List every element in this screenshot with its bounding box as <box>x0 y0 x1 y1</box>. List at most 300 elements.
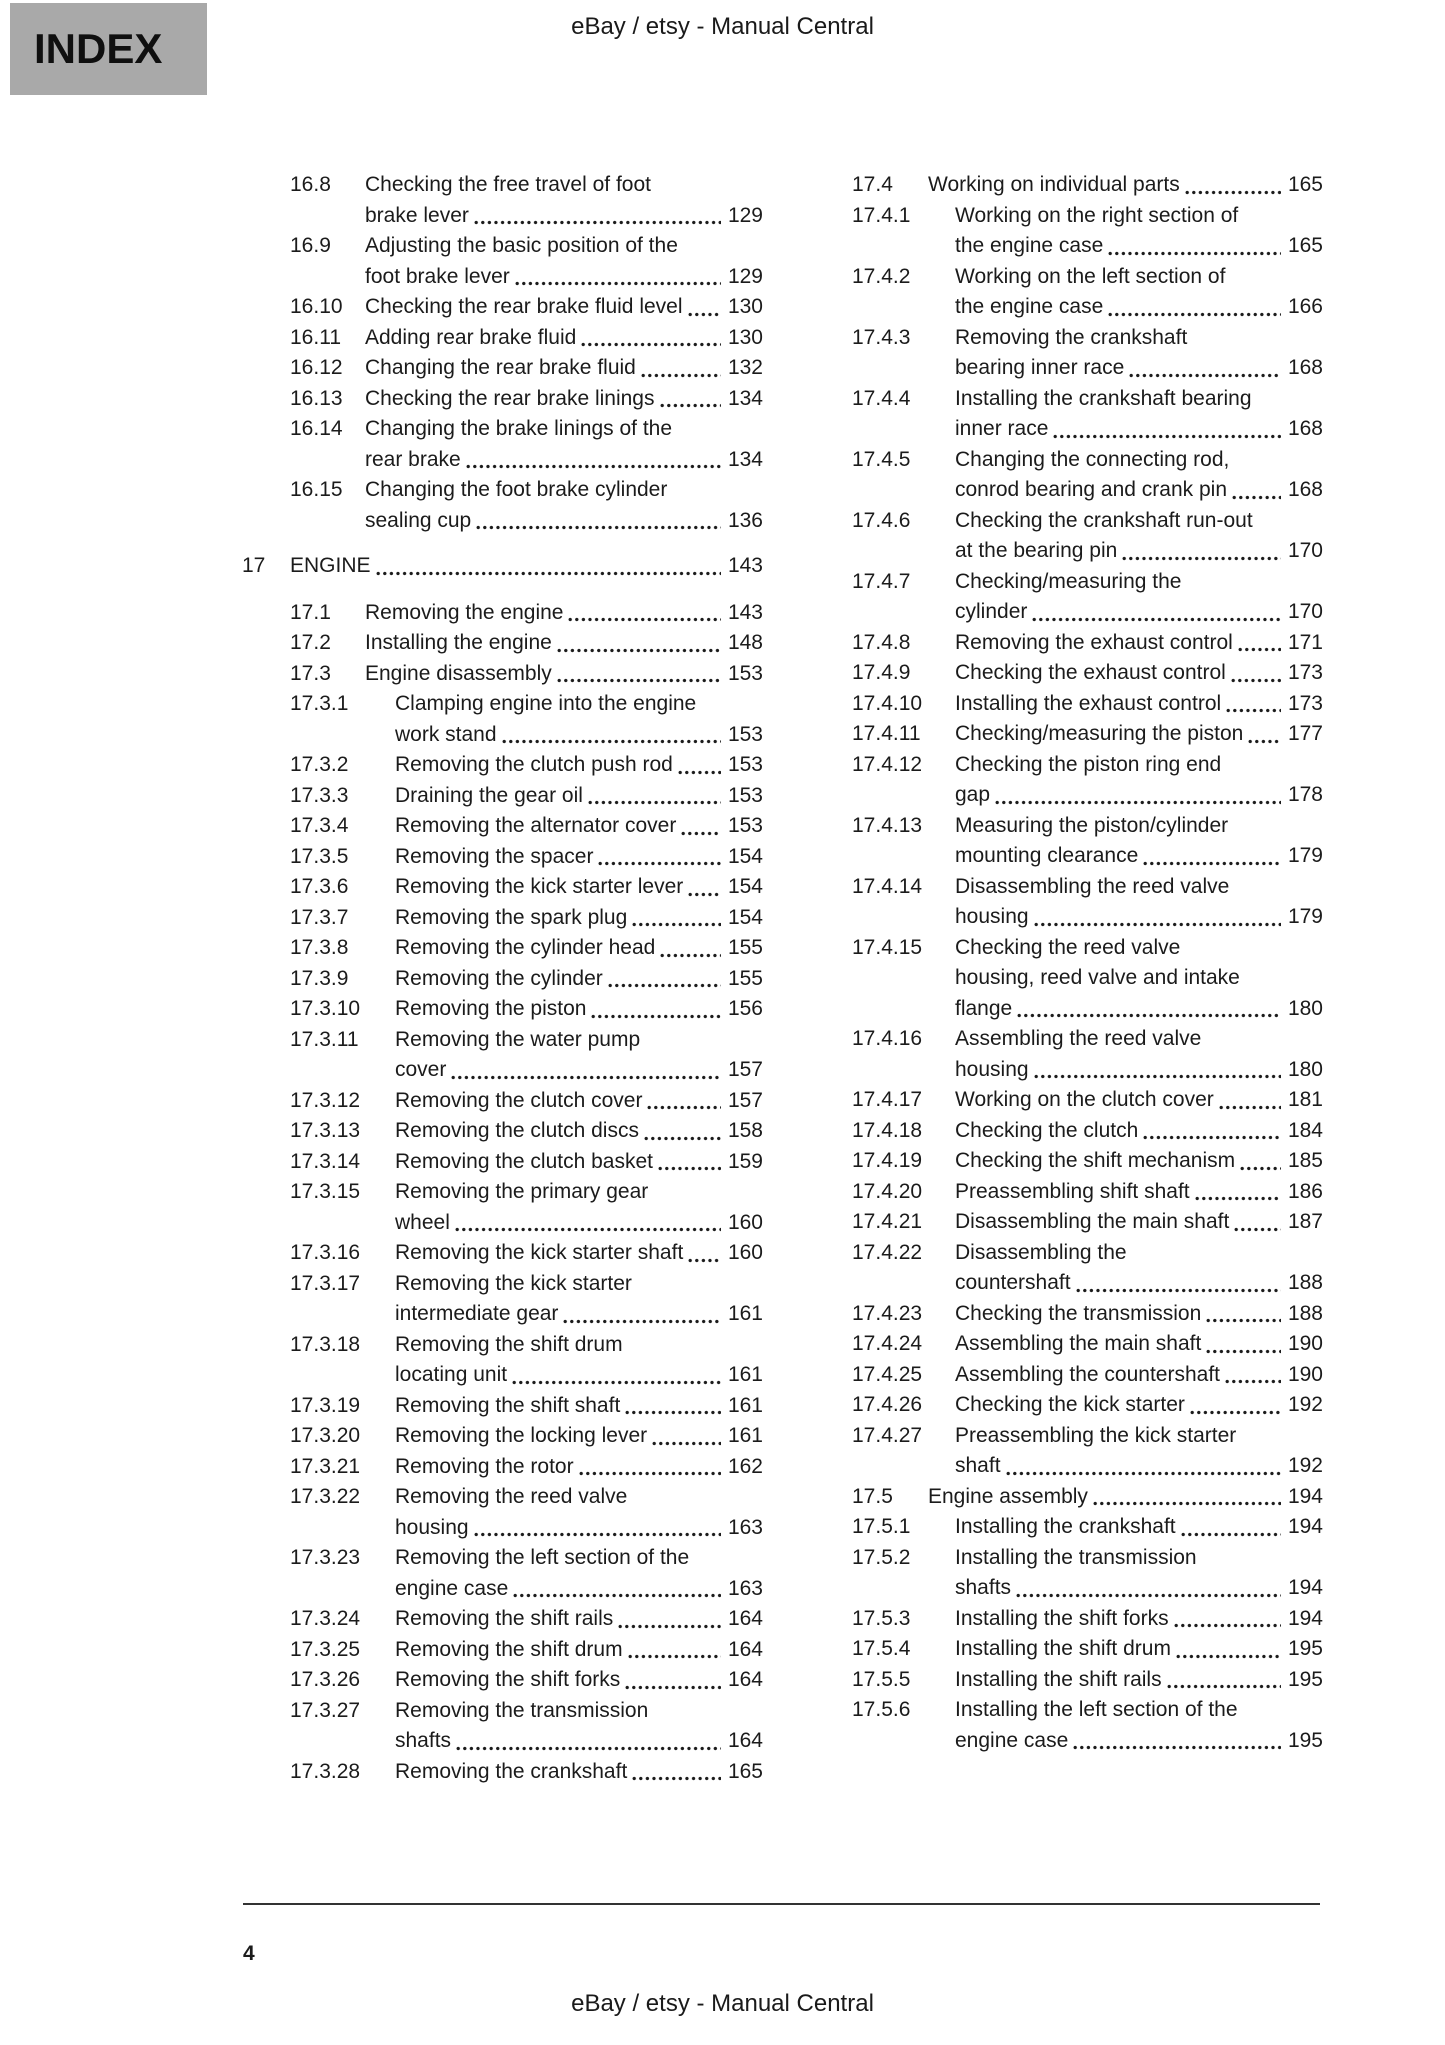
dot-leader <box>688 1258 721 1263</box>
toc-entry-title: conrod bearing and crank pin <box>955 478 1228 501</box>
toc-entry-title: Removing the rotor <box>395 1454 574 1478</box>
toc-entry-line <box>955 628 1323 659</box>
toc-entry-body <box>395 1543 763 1604</box>
toc-entry-body <box>365 231 763 292</box>
toc-entry-title: Installing the exhaust control <box>955 691 1222 715</box>
dot-leader <box>1225 1379 1281 1384</box>
toc-entry-line <box>955 1299 1323 1330</box>
toc-entry <box>290 1238 763 1269</box>
toc-entry-body <box>395 1665 763 1696</box>
dot-leader <box>632 1776 721 1781</box>
toc-entry-title: mounting clearance <box>955 844 1139 867</box>
dot-leader <box>515 281 721 286</box>
toc-entry-title: Removing the clutch push rod <box>395 753 673 776</box>
toc-entry-page: 163 <box>727 1515 763 1539</box>
toc-entry-number: 16.15 <box>290 478 343 501</box>
dot-leader <box>1073 1745 1281 1750</box>
toc-entry-line <box>395 1665 763 1696</box>
toc-entry-line <box>395 1635 763 1666</box>
toc-entry-number: 17.3.14 <box>290 1149 361 1173</box>
toc-entry-number: 17.4.5 <box>852 447 911 471</box>
toc-entry-title: the engine case <box>955 234 1104 257</box>
toc-entry-page: 155 <box>727 966 763 990</box>
dot-leader <box>466 464 721 469</box>
toc-entry-title: foot brake lever <box>365 264 510 288</box>
toc-entry-body <box>395 750 763 781</box>
toc-entry-title: sealing cup <box>365 508 472 532</box>
toc-entry-body <box>955 628 1323 659</box>
toc-entry-line <box>395 1238 763 1269</box>
toc-entry-body <box>955 1177 1323 1208</box>
toc-entry-body <box>955 933 1323 1025</box>
toc-entry-title: Checking the kick starter <box>955 1393 1185 1416</box>
dot-leader <box>632 922 721 927</box>
toc-entry-page: 187 <box>1287 1210 1323 1233</box>
toc-entry-body <box>395 994 763 1025</box>
toc-right-column <box>852 170 1323 1756</box>
toc-entry-line: housing, reed valve and intake <box>955 966 1240 989</box>
toc-entry <box>290 353 763 384</box>
toc-entry-body <box>395 1086 763 1117</box>
toc-entry-page: 164 <box>727 1668 763 1691</box>
toc-entry-line <box>395 1360 763 1391</box>
toc-entry-body <box>955 1421 1323 1482</box>
toc-entry <box>290 292 763 323</box>
toc-entry-line <box>955 994 1323 1025</box>
toc-entry <box>290 1177 763 1238</box>
toc-entry-number: 17.3.15 <box>290 1180 361 1203</box>
dot-leader <box>1006 1471 1281 1476</box>
toc-entry-page: 160 <box>727 1241 763 1264</box>
toc-entry-page: 153 <box>727 722 763 746</box>
toc-entry-number: 17.3.22 <box>290 1485 361 1508</box>
dot-leader <box>641 373 721 378</box>
toc-entry <box>290 414 763 475</box>
toc-entry-line <box>365 353 763 384</box>
dot-leader <box>502 739 721 744</box>
toc-entry-page: 134 <box>727 447 763 471</box>
toc-entry-title: inner race <box>955 417 1049 440</box>
toc-entry-title: Removing the engine <box>365 600 564 624</box>
toc-entry-body <box>955 1085 1323 1116</box>
toc-entry-line <box>955 689 1323 720</box>
toc-entry-body <box>395 1177 763 1238</box>
toc-entry-number: 17.3.3 <box>290 783 349 807</box>
toc-entry-title: Changing the rear brake fluid <box>365 356 636 379</box>
toc-entry <box>852 933 1323 1025</box>
toc-entry-page: 162 <box>727 1454 763 1478</box>
toc-entry-title: Removing the shift shaft <box>395 1393 621 1417</box>
toc-entry-number: 17.4.10 <box>852 691 923 715</box>
toc-entry-page: 161 <box>727 1363 763 1386</box>
toc-entry-page: 161 <box>727 1393 763 1417</box>
toc-entry-line <box>395 1391 763 1422</box>
toc-entry-line <box>395 1116 763 1147</box>
toc-entry-line: Assembling the reed valve <box>955 1027 1202 1050</box>
toc-entry-number: 17.4.8 <box>852 630 911 654</box>
toc-entry-page: 195 <box>1287 1637 1323 1660</box>
toc-entry-page: 185 <box>1287 1149 1323 1172</box>
toc-entry-line <box>365 262 763 293</box>
toc-entry <box>852 1299 1323 1330</box>
toc-entry-line: Removing the crankshaft <box>955 325 1188 349</box>
toc-entry-page: 165 <box>727 1759 763 1783</box>
toc-entry <box>852 811 1323 872</box>
dot-leader <box>456 1746 721 1751</box>
dot-leader <box>1219 1105 1281 1110</box>
dot-leader <box>1181 1532 1281 1537</box>
toc-entry-page: 184 <box>1287 1118 1323 1142</box>
toc-entry-number: 17.3.19 <box>290 1393 361 1417</box>
toc-entry-title: Removing the clutch cover <box>395 1088 643 1112</box>
toc-entry-line <box>395 1513 763 1544</box>
toc-entry <box>852 506 1323 567</box>
toc-entry-line <box>955 1055 1323 1086</box>
dot-leader <box>618 1624 721 1629</box>
toc-entry-number: 16.13 <box>290 386 343 410</box>
toc-entry-page: 181 <box>1287 1088 1323 1111</box>
toc-entry-body <box>365 292 763 323</box>
toc-entry-number: 17.5.6 <box>852 1698 911 1721</box>
toc-entry-page: 136 <box>727 508 763 532</box>
toc-entry-line: Measuring the piston/cylinder <box>955 813 1229 837</box>
toc-entry <box>290 628 763 659</box>
toc-entry-page: 194 <box>1287 1576 1323 1599</box>
toc-entry-body <box>395 1696 763 1757</box>
dot-leader <box>474 1532 721 1537</box>
toc-entry-page: 134 <box>727 386 763 410</box>
toc-entry <box>290 1604 763 1635</box>
toc-entry-page: 153 <box>727 661 763 685</box>
dot-leader <box>1226 708 1281 713</box>
toc-entry <box>852 1085 1323 1116</box>
toc-entry <box>290 933 763 964</box>
toc-entry-number: 17.4.4 <box>852 386 911 410</box>
dot-leader <box>1174 1623 1281 1628</box>
toc-entry-line <box>955 292 1323 323</box>
toc-entry <box>290 170 763 231</box>
toc-entry-line <box>365 201 763 232</box>
dot-leader <box>644 1136 721 1141</box>
toc-entry-number: 17.4.22 <box>852 1240 923 1264</box>
toc-entry-page: 173 <box>1287 691 1323 715</box>
toc-entry-title: Removing the shift drum <box>395 1637 623 1661</box>
dot-leader <box>1108 312 1281 317</box>
toc-entry <box>852 872 1323 933</box>
toc-entry-body <box>365 475 763 536</box>
toc-entry-body <box>395 1147 763 1178</box>
toc-entry-line <box>955 1604 1323 1635</box>
toc-entry-number: 17.5.2 <box>852 1545 911 1569</box>
toc-entry-number: 16.10 <box>290 295 343 318</box>
toc-entry-body <box>395 781 763 812</box>
toc-entry-title: ENGINE <box>290 554 371 577</box>
toc-entry <box>290 598 763 629</box>
toc-entry-line <box>955 902 1323 933</box>
toc-entry-body <box>955 1024 1323 1085</box>
toc-entry-line <box>955 353 1323 384</box>
dot-leader <box>557 678 721 683</box>
toc-entry-line <box>955 1116 1323 1147</box>
toc-entry-body <box>395 1452 763 1483</box>
toc-entry-line <box>955 1177 1323 1208</box>
toc-entry-title: Checking the rear brake linings <box>365 386 655 410</box>
toc-entry-body <box>395 1604 763 1635</box>
dot-leader <box>1234 1227 1281 1232</box>
toc-entry-page: 129 <box>727 264 763 288</box>
dot-leader <box>1206 1349 1281 1354</box>
toc-entry-line <box>955 1451 1323 1482</box>
toc-entry-number: 17.4.23 <box>852 1301 923 1325</box>
toc-entry-line <box>395 1726 763 1757</box>
toc-entry <box>290 323 763 354</box>
toc-entry-body <box>955 1604 1323 1635</box>
toc-entry-title: the engine case <box>955 295 1104 318</box>
toc-entry <box>290 1482 763 1543</box>
dot-leader <box>579 1471 721 1476</box>
toc-entry <box>290 1269 763 1330</box>
toc-entry-line: Removing the reed valve <box>395 1485 628 1508</box>
toc-entry <box>852 1665 1323 1696</box>
toc-entry-title: shafts <box>955 1576 1012 1599</box>
toc-entry-body <box>365 598 763 629</box>
toc-entry-body <box>395 1330 763 1391</box>
toc-entry-line <box>395 781 763 812</box>
toc-entry-title: shaft <box>955 1454 1001 1477</box>
toc-entry <box>852 1390 1323 1421</box>
toc-entry-number: 17.3.12 <box>290 1088 361 1112</box>
toc-entry-title: Removing the piston <box>395 997 587 1020</box>
toc-entry-line <box>395 1574 763 1605</box>
toc-entry-body <box>395 811 763 842</box>
dot-leader <box>1017 1013 1281 1018</box>
footer-divider-rule <box>243 1903 1320 1905</box>
toc-entry-line <box>395 1208 763 1239</box>
toc-entry-body <box>395 1391 763 1422</box>
toc-entry-title: Checking the clutch <box>955 1118 1139 1142</box>
toc-entry-line <box>395 1452 763 1483</box>
toc-entry-title: Removing the spacer <box>395 844 594 868</box>
index-label: INDEX <box>34 25 163 72</box>
toc-entry-line <box>928 1482 1323 1513</box>
toc-entry-number: 17.3.26 <box>290 1668 361 1691</box>
toc-entry-line <box>395 811 763 842</box>
toc-entry-page: 129 <box>727 203 763 227</box>
toc-entry-body <box>955 567 1323 628</box>
dot-leader <box>628 1654 721 1659</box>
dot-leader <box>1240 1166 1281 1171</box>
toc-entry-page: 188 <box>1287 1271 1323 1294</box>
toc-entry <box>852 1177 1323 1208</box>
toc-entry <box>290 1543 763 1604</box>
toc-entry <box>290 1757 763 1788</box>
toc-entry-line: Removing the transmission <box>395 1698 649 1722</box>
toc-entry-number: 16.9 <box>290 234 331 257</box>
toc-entry-line <box>290 551 763 582</box>
toc-entry-title: cylinder <box>955 600 1028 623</box>
toc-entry-title: housing <box>395 1515 469 1539</box>
toc-entry-page: 168 <box>1287 417 1323 440</box>
dot-leader <box>1248 739 1281 744</box>
toc-entry-line <box>395 1757 763 1788</box>
toc-entry-number: 17.4.18 <box>852 1118 923 1142</box>
toc-entry-body <box>395 1025 763 1086</box>
dot-leader <box>1108 251 1281 256</box>
toc-entry <box>852 1238 1323 1299</box>
toc-entry-title: Installing the engine <box>365 631 552 654</box>
toc-entry <box>290 1696 763 1757</box>
toc-entry <box>852 201 1323 262</box>
toc-entry-number: 17.4.20 <box>852 1179 923 1203</box>
toc-entry-number: 17.3.17 <box>290 1271 361 1295</box>
toc-entry-body <box>290 551 763 582</box>
toc-entry-number: 17.3.8 <box>290 936 349 959</box>
dot-leader <box>451 1075 721 1080</box>
toc-entry-body <box>365 323 763 354</box>
toc-entry-page: 194 <box>1287 1606 1323 1630</box>
toc-entry-body <box>395 903 763 934</box>
toc-entry <box>852 1116 1323 1147</box>
toc-entry-number: 17.3.24 <box>290 1607 361 1630</box>
toc-entry-page: 190 <box>1287 1332 1323 1355</box>
toc-entry-number: 17.4.27 <box>852 1423 923 1447</box>
toc-entry-number: 17.3.11 <box>290 1027 359 1051</box>
toc-entry <box>852 750 1323 811</box>
toc-entry-page: 164 <box>727 1637 763 1661</box>
toc-entry-line: Disassembling the reed valve <box>955 874 1230 898</box>
toc-entry-body <box>955 262 1323 323</box>
toc-entry-number: 17.4.14 <box>852 874 923 898</box>
toc-entry-line: Installing the transmission <box>955 1545 1197 1569</box>
toc-entry-body <box>365 659 763 690</box>
toc-entry-number: 17.5.5 <box>852 1667 911 1691</box>
dot-leader <box>625 1410 721 1415</box>
toc-entry-line <box>955 658 1323 689</box>
toc-entry-line <box>955 1207 1323 1238</box>
dot-leader <box>652 1441 721 1446</box>
toc-entry-body <box>395 689 763 750</box>
toc-entry-page: 179 <box>1287 844 1323 867</box>
toc-entry <box>852 1329 1323 1360</box>
toc-entry-line <box>955 475 1323 506</box>
toc-entry-page: 165 <box>1287 234 1323 257</box>
toc-entry-body <box>955 1146 1323 1177</box>
toc-entry-line <box>955 1573 1323 1604</box>
toc-entry-number: 17.4.15 <box>852 935 923 959</box>
toc-entry-number: 17.4.21 <box>852 1210 923 1233</box>
toc-entry-line: Removing the primary gear <box>395 1180 649 1203</box>
toc-entry-title: Removing the spark plug <box>395 905 628 929</box>
toc-entry-line <box>955 231 1323 262</box>
toc-entry-title: Installing the shift forks <box>955 1606 1169 1630</box>
toc-entry-page: 173 <box>1287 661 1323 684</box>
toc-entry-body <box>955 750 1323 811</box>
toc-entry <box>852 170 1323 201</box>
toc-entry-page: 130 <box>727 295 763 318</box>
toc-entry-body <box>955 201 1323 262</box>
toc-entry-body <box>365 170 763 231</box>
toc-entry-page: 161 <box>727 1424 763 1447</box>
dot-leader <box>1195 1196 1281 1201</box>
toc-entry-line <box>395 933 763 964</box>
toc-entry-line: Removing the left section of the <box>395 1546 690 1569</box>
dot-leader <box>1167 1684 1281 1689</box>
toc-entry-line <box>365 628 763 659</box>
toc-entry-line <box>395 1147 763 1178</box>
toc-entry-title: flange <box>955 996 1013 1020</box>
toc-entry-number: 17.3.10 <box>290 997 361 1020</box>
toc-entry-page: 180 <box>1287 1057 1323 1081</box>
toc-entry-body <box>395 842 763 873</box>
toc-entry-title: Removing the clutch basket <box>395 1149 653 1173</box>
toc-entry-body <box>395 1116 763 1147</box>
toc-entry-page: 171 <box>1287 630 1323 654</box>
toc-entry-page: 168 <box>1287 356 1323 379</box>
toc-entry <box>290 842 763 873</box>
toc-entry-page: 179 <box>1287 905 1323 928</box>
toc-entry-body <box>955 1695 1323 1756</box>
toc-entry-title: rear brake <box>365 447 461 471</box>
toc-entry-line <box>395 872 763 903</box>
dot-leader <box>1185 190 1281 195</box>
toc-entry-title: Removing the crankshaft <box>395 1759 628 1783</box>
toc-entry-body <box>955 1299 1323 1330</box>
toc-entry-page: 161 <box>727 1302 763 1325</box>
toc-entry-title: Removing the shift rails <box>395 1607 614 1630</box>
toc-entry-title: housing <box>955 905 1029 928</box>
toc-entry-line <box>955 1329 1323 1360</box>
toc-entry-line <box>955 1360 1323 1391</box>
toc-entry-page: 163 <box>727 1576 763 1600</box>
toc-entry-page: 156 <box>727 997 763 1020</box>
dot-leader <box>1176 1654 1281 1659</box>
toc-entry-number: 17.5.1 <box>852 1515 911 1538</box>
toc-entry-title: Working on the clutch cover <box>955 1088 1214 1111</box>
toc-entry-line <box>395 1086 763 1117</box>
toc-entry <box>852 1360 1323 1391</box>
toc-entry-page: 170 <box>1287 539 1323 562</box>
dot-leader <box>1076 1288 1281 1293</box>
toc-entry <box>290 811 763 842</box>
toc-entry-number: 17.3.2 <box>290 753 349 776</box>
toc-entry-line <box>955 1146 1323 1177</box>
toc-entry-page: 153 <box>727 814 763 837</box>
toc-entry-title: intermediate gear <box>395 1302 559 1325</box>
toc-entry <box>290 1391 763 1422</box>
toc-entry-line: Working on the right section of <box>955 203 1239 227</box>
toc-entry-body <box>395 1635 763 1666</box>
dot-leader <box>660 403 722 408</box>
toc-entry-number: 17.4.17 <box>852 1088 923 1111</box>
toc-entry-title: Checking the rear brake fluid level <box>365 295 683 318</box>
toc-entry <box>852 1207 1323 1238</box>
toc-entry-title: Engine assembly <box>928 1484 1088 1508</box>
toc-entry <box>852 1543 1323 1604</box>
toc-entry-number: 17.3.7 <box>290 905 349 929</box>
toc-entry <box>852 719 1323 750</box>
toc-entry-title: locating unit <box>395 1363 508 1386</box>
toc-entry <box>290 1116 763 1147</box>
toc-entry-number: 16.14 <box>290 417 343 440</box>
dot-leader <box>455 1227 721 1232</box>
dot-leader <box>1016 1593 1281 1598</box>
toc-entry-page: 143 <box>727 554 763 577</box>
toc-entry-body <box>395 1238 763 1269</box>
toc-entry-line <box>395 994 763 1025</box>
toc-entry-line <box>395 1299 763 1330</box>
toc-entry-page: 164 <box>727 1729 763 1752</box>
dot-leader <box>1143 1135 1281 1140</box>
